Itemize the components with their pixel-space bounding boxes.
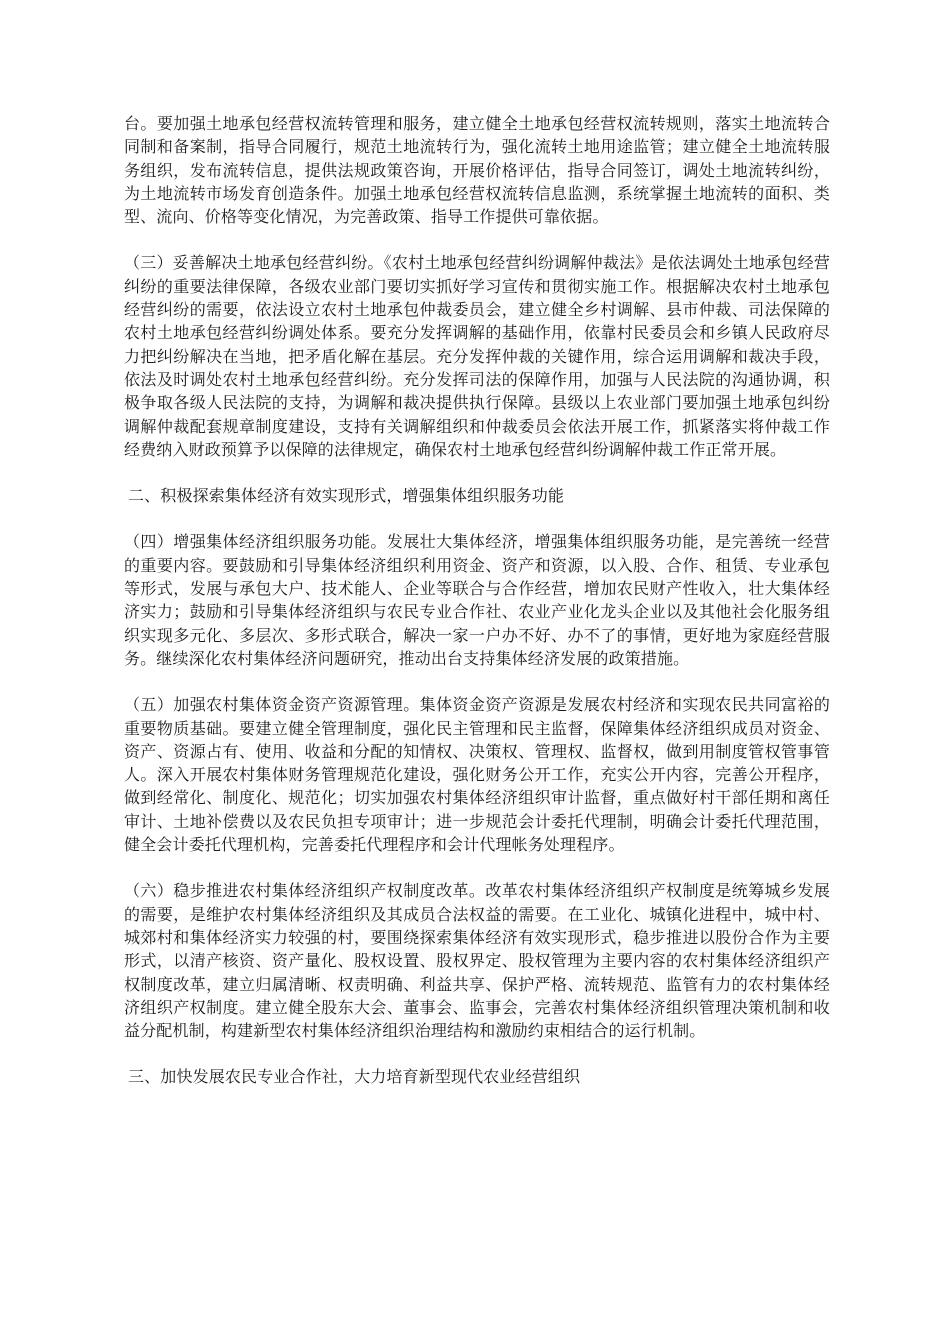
paragraph-asset-management: （五）加强农村集体资金资产资源管理。集体资金资产资源是发展农村经济和实现农民共同富裕的重要物质基础。要建立健全管理制度，强化民主管理和民主监督，保障集体经济组织成员对资金、资产、资源占有、使用、收益和分配的知情权、决策权、管理权、监督权，做到用制度管权管事管人。深入开展农村集体财务管理规范化建设，强化财务公开工作，充实公开内容，完善公开程序，做到经常化、制度化、规范化；切实加强农村集体经济组织审计监督，重点做好村干部任期和离任审计、土地补偿费以及农民负担专项审计；进一步规范会计委托代理制，明确会计委托代理范围，健全会计委托代理机构，完善委托代理程序和会计代理帐务处理程序。: [124, 695, 830, 855]
paragraph-collective-service: （四）增强集体经济组织服务功能。发展壮大集体经济，增强集体组织服务功能，是完善统一经营的重要内容。要鼓励和引导集体经济组织利用资金、资产和资源，以入股、合作、租赁、专业承包等形式，发展与承包大户、技术能人、企业等联合与合作经营，增加农民财产性收入，壮大集体经济实力；鼓励和引导集体经济组织与农民专业合作社、农业产业化龙头企业以及其他社会化服务组织实现多元化、多层次、多形式联合，解决一家一户办不好、办不了的事情，更好地为家庭经营服务。继续深化农村集体经济问题研究，推动出台支持集体经济发展的政策措施。: [124, 532, 830, 668]
section-heading-3: 三、加快发展农民专业合作社，大力培育新型现代农业经营组织: [128, 1067, 581, 1087]
paragraph-dispute-resolution: （三）妥善解决土地承包经营纠纷。《农村土地承包经营纠纷调解仲裁法》是依法调处土地承包经营纠纷的重要法律保障，各级农业部门要切实抓好学习宣传和贯彻实施工作。根据解决农村土地承包经营纠纷的需要，依法设立农村土地承包仲裁委员会，建立健全乡村调解、县市仲裁、司法保障的农村土地承包经营纠纷调处体系。要充分发挥调解的基础作用，依靠村民委员会和乡镇人民政府尽力把纠纷解决在当地，把矛盾化解在基层。充分发挥仲裁的关键作用，综合运用调解和裁决手段，依法及时调处农村土地承包经营纠纷。充分发挥司法的保障作用，加强与人民法院的沟通协调，积极争取各级人民法院的支持，为调解和裁决提供执行保障。县级以上农业部门要加强土地承包纠纷调解仲裁配套规章制度建设，支持有关调解组织和仲裁委员会依法开展工作，抓紧落实将仲裁工作经费纳入财政预算予以保障的法律规定，确保农村土地承包经营纠纷调解仲裁工作正常开展。: [124, 253, 830, 459]
document-body: [124, 112, 830, 1112]
paragraph-land-transfer: 台。要加强土地承包经营权流转管理和服务，建立健全土地承包经营权流转规则，落实土地流转合同制和备案制，指导合同履行，规范土地流转行为，强化流转土地用途监管；建立健全土地流转服务组织，发布流转信息，提供法规政策咨询，开展价格评估，指导合同签订，调处土地流转纠纷，为土地流转市场发育创造条件。加强土地承包经营权流转信息监测，系统掌握土地流转的面积、类型、流向、价格等变化情况，为完善政策、指导工作提供可靠依据。: [124, 114, 830, 227]
paragraph-property-reform: （六）稳步推进农村集体经济组织产权制度改革。改革农村集体经济组织产权制度是统筹城乡发展的需要，是维护农村集体经济组织及其成员合法权益的需要。在工业化、城镇化进程中，城中村、城郊村和集体经济实力较强的村，要围绕探索集体经济有效实现形式，稳步推进以股份合作为主要形式，以清产核资、资产量化、股权设置、股权界定、股权管理为主要内容的农村集体经济组织产权制度改革，建立归属清晰、权责明确、利益共享、保护严格、流转规范、监管有力的农村集体经济组织产权制度。建立健全股东大会、董事会、监事会，完善农村集体经济组织管理决策机制和收益分配机制，构建新型农村集体经济组织治理结构和激励约束相结合的运行机制。: [124, 881, 830, 1041]
section-heading-2: 二、积极探索集体经济有效实现形式，增强集体组织服务功能: [128, 486, 565, 506]
